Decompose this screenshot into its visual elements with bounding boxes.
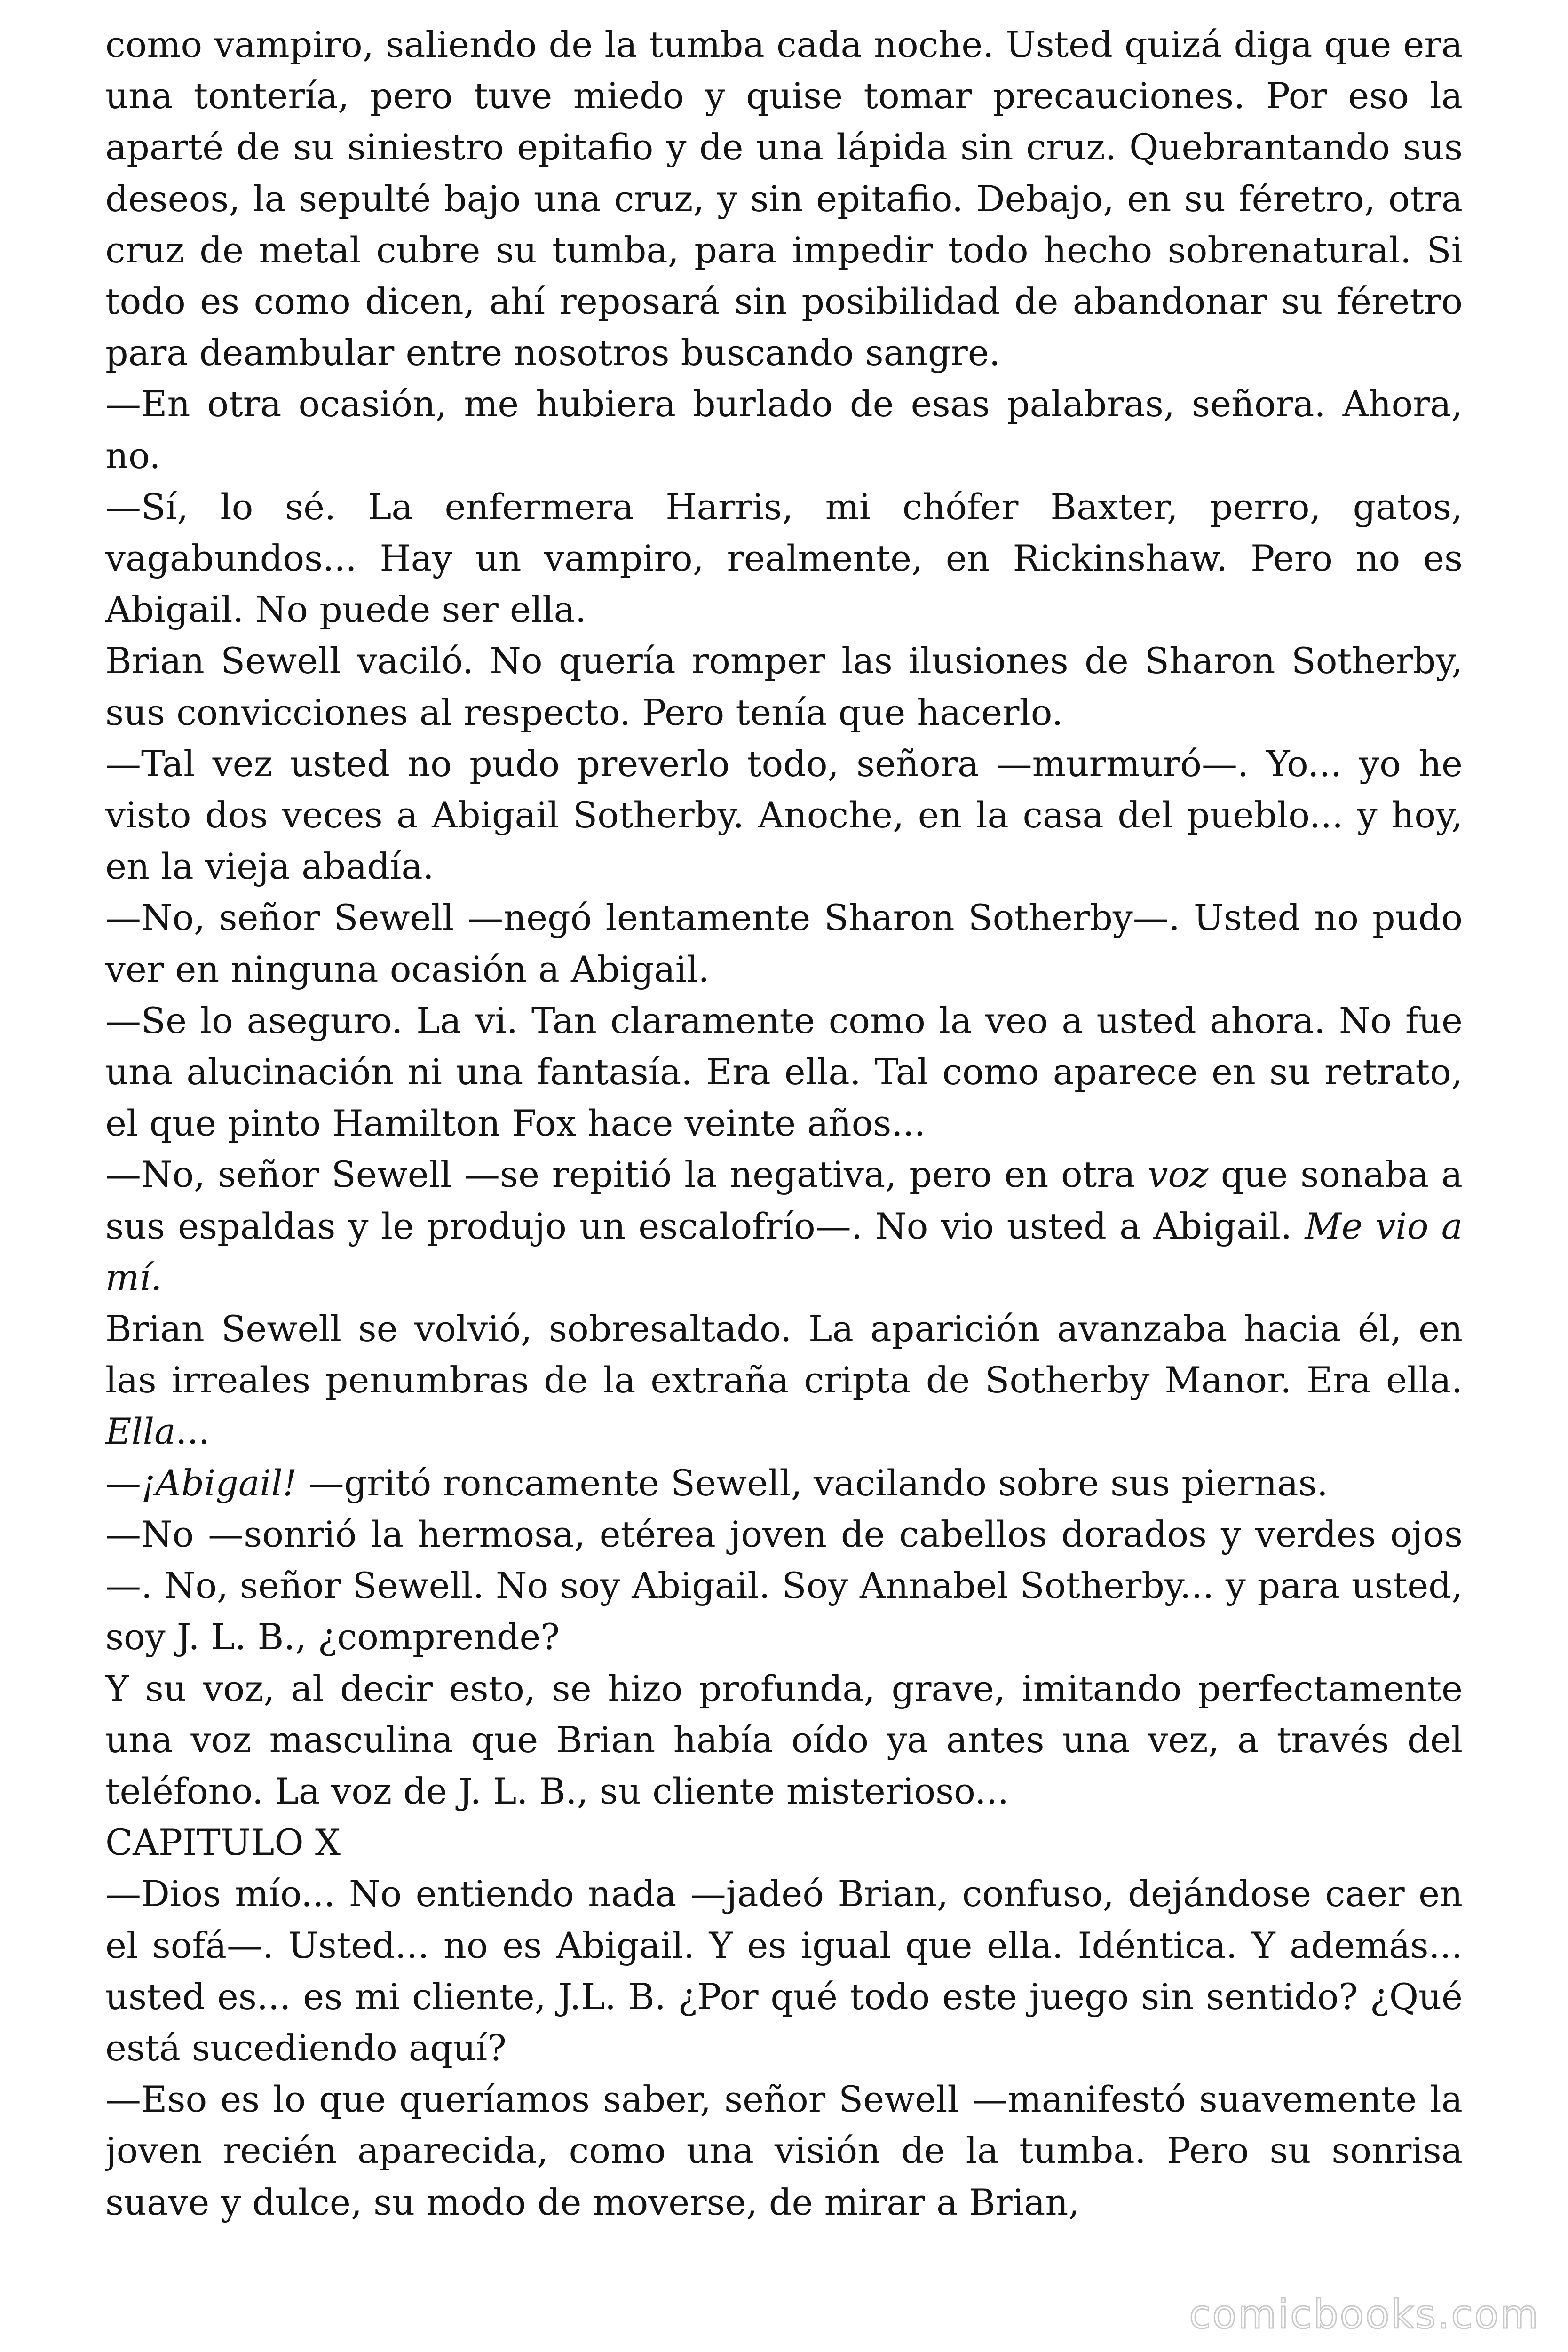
text-run: Brian Sewell vaciló. No quería romper las ilusiones de Sharon Sotherby, sus convicciones al respecto. Pero tenía que hacerlo. bbox=[105, 640, 1463, 733]
italic-text: Me vio a mí. bbox=[105, 1205, 1463, 1298]
paragraph bbox=[105, 892, 1463, 994]
text-run: — bbox=[105, 1462, 141, 1504]
text-run: —No —sonrió la hermosa, etérea joven de cabellos dorados y verdes ojos—. No, señor Sewell. No soy Abigail. Soy Annabel Sotherby... y para usted, soy J. L. B., ¿comprende? bbox=[105, 1513, 1463, 1658]
paragraph bbox=[105, 738, 1463, 892]
italic-text: Ella bbox=[105, 1410, 176, 1453]
paragraph bbox=[105, 1868, 1463, 2074]
text-run: ... bbox=[175, 1410, 210, 1453]
watermark-logo: comicbooks.com bbox=[1189, 2291, 1540, 2337]
italic-text: ¡Abigail! bbox=[141, 1462, 297, 1504]
text-run: —gritó roncamente Sewell, vacilando sobre sus piernas. bbox=[297, 1462, 1328, 1504]
paragraph bbox=[105, 995, 1463, 1149]
book-page-text bbox=[105, 19, 1463, 2305]
text-run: —Sí, lo sé. La enfermera Harris, mi chófer Baxter, perro, gatos, vagabundos... Hay un vampiro, realmente, en Rickinshaw. Pero no es Abigail. No puede ser ella. bbox=[105, 485, 1463, 631]
text-run: Brian Sewell se volvió, sobresaltado. La aparición avanzaba hacia él, en las irreales penumbras de la extraña cripta de Sotherby Manor. Era ella. bbox=[105, 1308, 1463, 1401]
text-run: —Tal vez usted no pudo preverlo todo, señora —murmuró—. Yo... yo he visto dos veces a Abigail Sotherby. Anoche, en la casa del pueblo... y hoy, en la vieja abadía. bbox=[105, 742, 1463, 888]
paragraph bbox=[105, 2074, 1463, 2228]
paragraph bbox=[105, 1303, 1463, 1457]
paragraph bbox=[105, 635, 1463, 738]
text-run: —No, señor Sewell —se repitió la negativa, pero en otra bbox=[105, 1153, 1148, 1196]
paragraph bbox=[105, 481, 1463, 636]
text-run: —No, señor Sewell —negó lentamente Sharon Sotherby—. Usted no pudo ver en ninguna ocasión a Abigail. bbox=[105, 897, 1463, 990]
italic-text: voz bbox=[1148, 1153, 1209, 1196]
paragraph bbox=[105, 1457, 1463, 1509]
paragraph bbox=[105, 19, 1463, 378]
text-run: como vampiro, saliendo de la tumba cada noche. Usted quizá diga que era una tontería, pero tuve miedo y quise tomar precauciones. Por eso la aparté de su siniestro epitafio y de una lápida sin cruz. Quebrantando sus deseos, la sepulté bajo una cruz, y sin epitafio. Debajo, en su féretro, otra cruz de metal cubre su tumba, para impedir todo hecho sobrenatural. Si todo es como dicen, ahí reposará sin posibilidad de abandonar su féretro para deambular entre nosotros buscando sangre. bbox=[105, 24, 1463, 374]
text-run: CAPITULO X bbox=[105, 1821, 341, 1864]
text-run: que sonaba a sus espaldas y le produjo un escalofrío—. No vio usted a Abigail. bbox=[105, 1153, 1463, 1247]
chapter-heading bbox=[105, 1817, 1463, 1868]
paragraph bbox=[105, 1149, 1463, 1303]
text-run: —En otra ocasión, me hubiera burlado de esas palabras, señora. Ahora, no. bbox=[105, 383, 1463, 477]
paragraph bbox=[105, 1663, 1463, 1817]
text-run: Y su voz, al decir esto, se hizo profunda, grave, imitando perfectamente una voz masculina que Brian había oído ya antes una vez, a través del teléfono. La voz de J. L. B., su cliente misterioso... bbox=[105, 1667, 1463, 1812]
text-run: —Se lo aseguro. La vi. Tan claramente como la veo a usted ahora. No fue una alucinación ni una fantasía. Era ella. Tal como aparece en su retrato, el que pinto Hamilton Fox hace veinte años... bbox=[105, 999, 1463, 1144]
text-run: —Eso es lo que queríamos saber, señor Sewell —manifestó suavemente la joven recién aparecida, como una visión de la tumba. Pero su sonrisa suave y dulce, su modo de moverse, de mirar a Brian, bbox=[105, 2078, 1463, 2223]
text-run: —Dios mío... No entiendo nada —jadeó Brian, confuso, dejándose caer en el sofá—. Usted... no es Abigail. Y es igual que ella. Idéntica. Y además... usted es... es mi cliente, J.L. B. ¿Por qué todo este juego sin sentido? ¿Qué está sucediendo aquí? bbox=[105, 1873, 1463, 2069]
paragraph bbox=[105, 1509, 1463, 1663]
paragraph bbox=[105, 378, 1463, 481]
